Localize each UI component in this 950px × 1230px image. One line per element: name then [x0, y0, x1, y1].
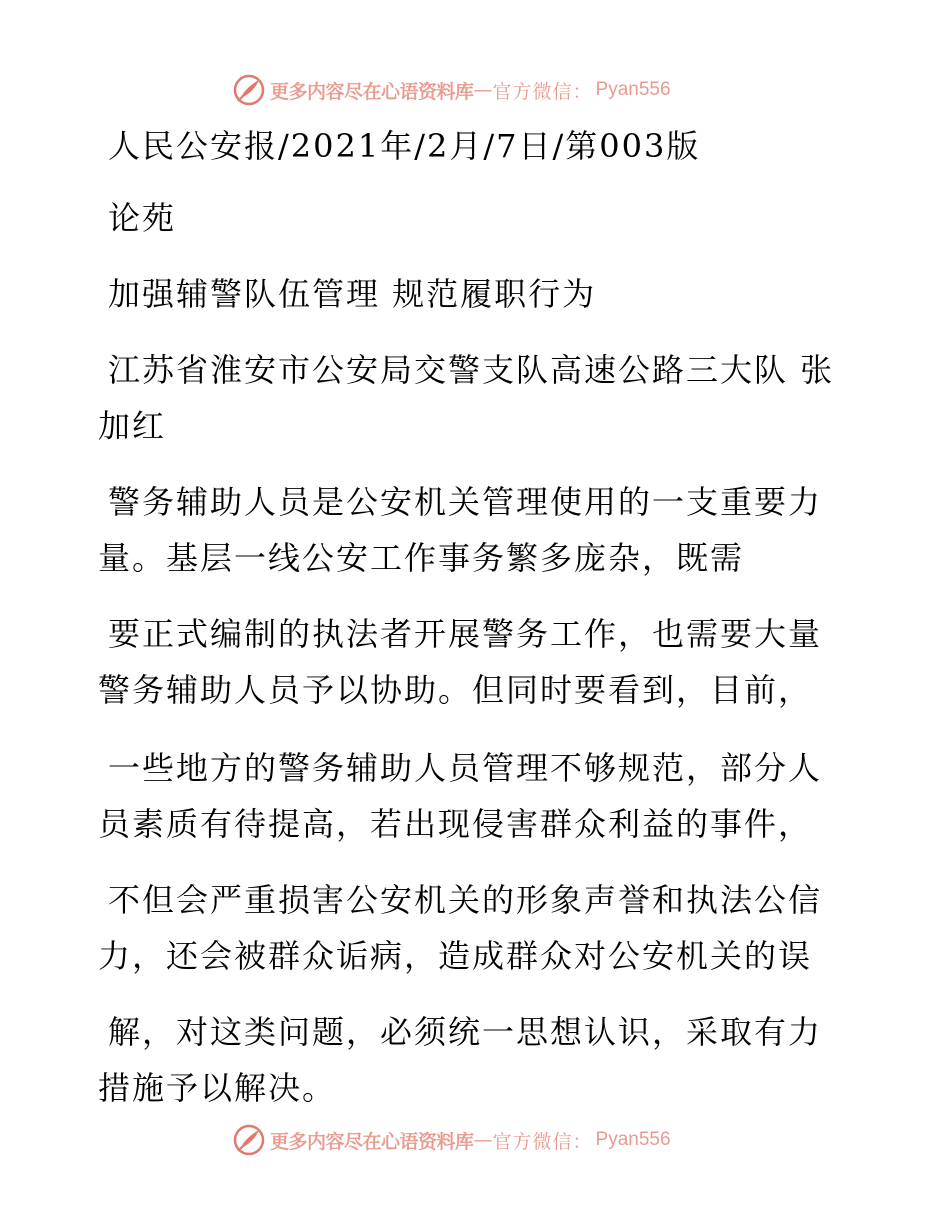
body-line: 警务辅助人员是公安机关管理使用的一支重要力 [108, 483, 823, 521]
body-line: 不但会严重损害公安机关的形象声誉和执法公信 [108, 881, 823, 919]
watermark-brand-text: 更多内容尽在心语资料库 [270, 80, 474, 103]
body-line: 力，还会被群众诟病，造成群众对公安机关的误 [98, 937, 813, 975]
watermark-wechat-id: Pyan556 [595, 79, 671, 100]
watermark-footer [232, 1122, 671, 1158]
author-line-2: 加红 [98, 407, 167, 445]
column-name: 论苑 [108, 199, 177, 237]
body-line: 一些地方的警务辅助人员管理不够规范，部分人 [108, 749, 823, 787]
watermark-brand-text: 更多内容尽在心语资料库 [270, 1130, 474, 1153]
quill-circle-logo-icon [232, 1123, 266, 1157]
watermark-wechat-label: 官方微信： [492, 80, 593, 103]
body-line: 员素质有待提高，若出现侵害群众利益的事件， [98, 805, 813, 843]
body-line: 措施予以解决。 [98, 1069, 337, 1107]
author-line-1: 江苏省淮安市公安局交警支队高速公路三大队 张 [108, 351, 835, 389]
body-line: 要正式编制的执法者开展警务工作，也需要大量 [108, 615, 823, 653]
article-title: 加强辅警队伍管理 规范履职行为 [108, 275, 597, 313]
body-line: 解，对这类问题，必须统一思想认识，采取有力 [108, 1013, 823, 1051]
body-line: 警务辅助人员予以协助。但同时要看到，目前， [98, 671, 813, 709]
watermark-separator: — [473, 79, 493, 101]
watermark-separator: — [473, 1129, 493, 1151]
source-line: 人民公安报/2021年/2月/7日/第003版 [108, 127, 701, 165]
watermark-wechat-label: 官方微信： [492, 1130, 593, 1153]
watermark-wechat-id: Pyan556 [595, 1129, 671, 1150]
body-line: 量。基层一线公安工作事务繁多庞杂，既需 [98, 539, 745, 577]
